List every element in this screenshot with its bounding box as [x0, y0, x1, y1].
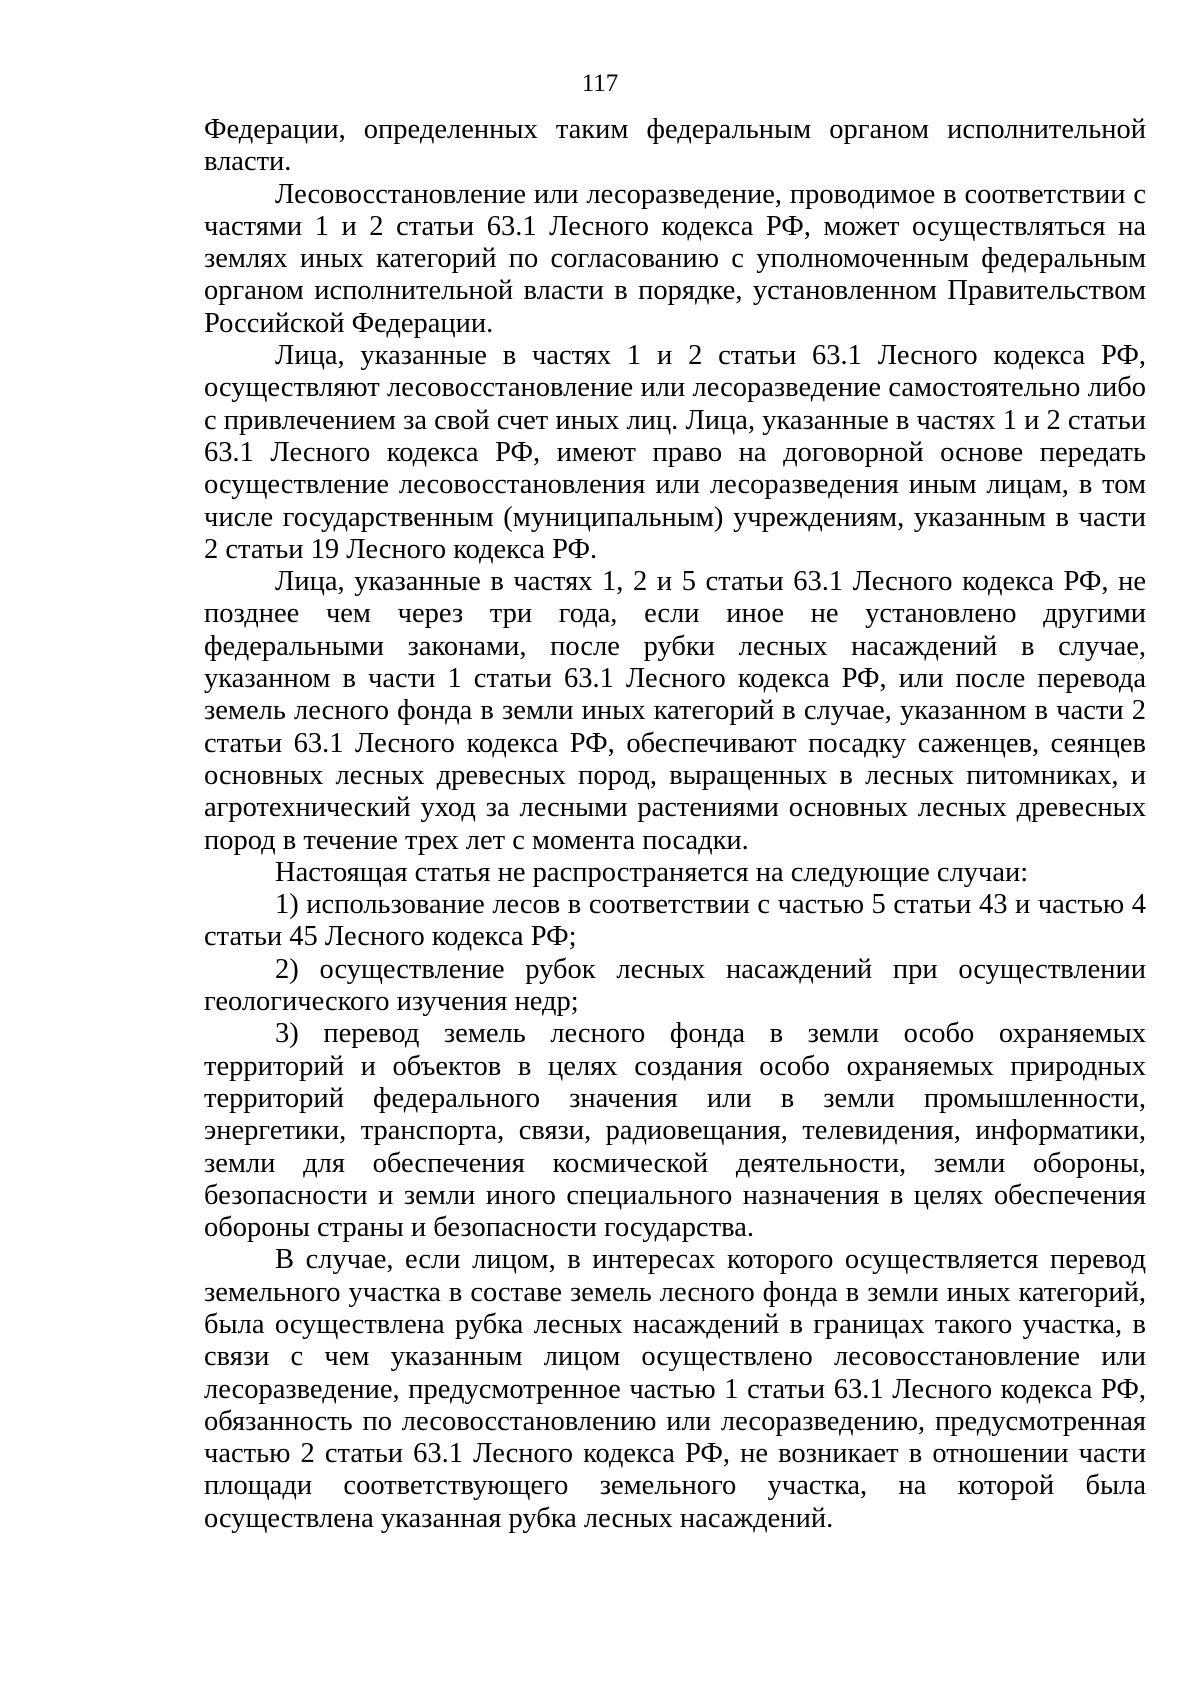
page-number: 117 [581, 70, 619, 97]
paragraph-planting-obligations: Лица, указанные в частях 1, 2 и 5 статьи 63.1 Лесного кодекса РФ, не позднее чем через три года, если иное не установлено другими федеральными законами, после рубки лесных насаждений в случае, указанном в части 1 статьи 63.1 Лесного кодекса РФ, или после перевода земель лесного фонда в земли иных категорий в случае, указанном в части 2 статьи 63.1 Лесного кодекса РФ, обеспечивают посадку саженцев, сеянцев основных лесных древесных пород, выращенных в лесных питомниках, и агротехнический уход за лесными растениями основных лесных древесных пород в течение трех лет с момента посадки. [204, 566, 1146, 856]
list-item-exception-3: 3) перевод земель лесного фонда в земли особо охраняемых территорий и объектов в целях создания особо охраняемых природных территорий федерального значения или в земли промышленности, энергетики, транспорта, связи, радиовещания, телевидения, информатики, земли для обеспечения космической деятельности, земли обороны, безопасности и земли иного специального назначения в целях обеспечения обороны страны и безопасности государства. [204, 1018, 1146, 1244]
paragraph-continuation: Федерации, определенных таким федеральным органом исполнительной власти. [204, 114, 1146, 178]
paragraph-transfer-case: В случае, если лицом, в интересах которого осуществляется перевод земельного участка в составе земель лесного фонда в земли иных категорий, была осуществлена рубка лесных насаждений в границах такого участка, в связи с чем указанным лицом осуществлено лесовосстановление или лесоразведение, предусмотренное частью 1 статьи 63.1 Лесного кодекса РФ, обязанность по лесовосстановлению или лесоразведению, предусмотренная частью 2 статьи 63.1 Лесного кодекса РФ, не возникает в отношении части площади соответствующего земельного участка, на которой была осуществлена указанная рубка лесных насаждений. [204, 1244, 1146, 1534]
list-item-exception-1: 1) использование лесов в соответствии с частью 5 статьи 43 и частью 4 статьи 45 Лесного кодекса РФ; [204, 889, 1146, 953]
paragraph-reforestation-lands: Лесовосстановление или лесоразведение, проводимое в соответствии с частями 1 и 2 статьи 63.1 Лесного кодекса РФ, может осуществляться на землях иных категорий по согласованию с уполномоченным федеральным органом исполнительной власти в порядке, установленном Правительством Российской Федерации. [204, 178, 1146, 339]
document-body [204, 114, 1146, 1535]
paragraph-exceptions-intro: Настоящая статья не распространяется на следующие случаи: [275, 856, 1029, 888]
paragraph-persons-rights: Лица, указанные в частях 1 и 2 статьи 63.1 Лесного кодекса РФ, осуществляют лесовосстановление или лесоразведение самостоятельно либо с привлечением за свой счет иных лиц. Лица, указанные в частях 1 и 2 статьи 63.1 Лесного кодекса РФ, имеют право на договорной основе передать осуществление лесовосстановления или лесоразведения иным лицам, в том числе государственным (муниципальным) учреждениям, указанным в части 2 статьи 19 Лесного кодекса РФ. [204, 340, 1146, 565]
list-item-exception-2: 2) осуществление рубок лесных насаждений при осуществлении геологического изучения недр; [204, 953, 1146, 1018]
